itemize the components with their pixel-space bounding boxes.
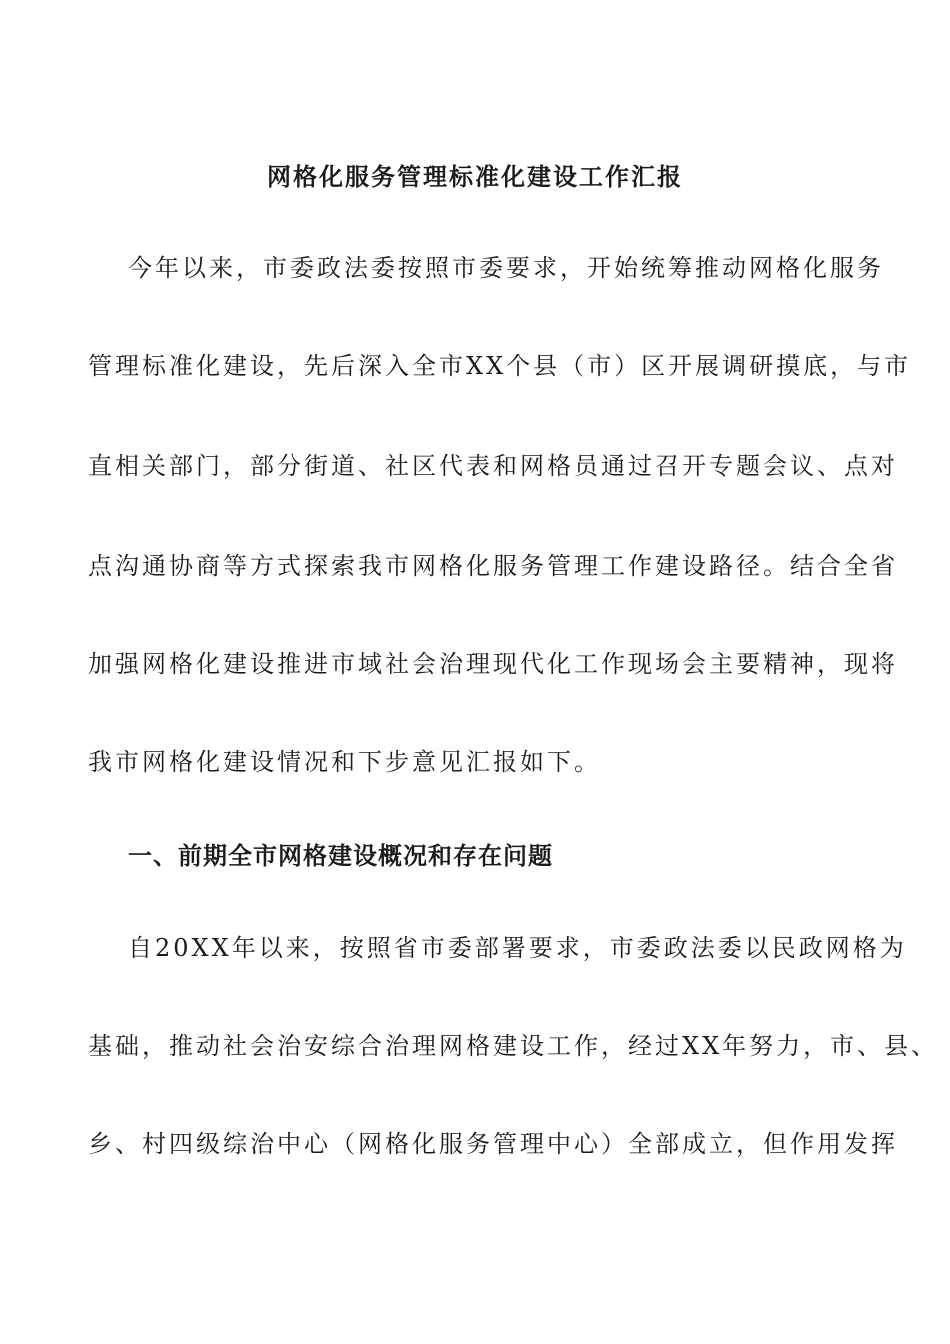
- paragraph-line: 我市网格化建设情况和下步意见汇报如下。: [88, 748, 601, 776]
- paragraph-line: 今年以来，市委政法委按照市委要求，开始统筹推动网格化服务: [128, 254, 884, 282]
- paragraph-line: 自20XX年以来，按照省市委部署要求，市委政法委以民政网格为: [128, 934, 907, 962]
- document-title: 网格化服务管理标准化建设工作汇报: [267, 162, 683, 191]
- paragraph-line: 点沟通协商等方式探索我市网格化服务管理工作建设路径。结合全省: [88, 552, 898, 580]
- paragraph-line: 直相关部门，部分街道、社区代表和网格员通过召开专题会议、点对: [88, 452, 898, 480]
- paragraph-line: 加强网格化建设推进市域社会治理现代化工作现场会主要精神，现将: [88, 650, 898, 678]
- paragraph-line: 基础，推动社会治安综合治理网格建设工作，经过XX年努力，市、县、: [88, 1032, 939, 1060]
- paragraph-line: 管理标准化建设，先后深入全市XX个县（市）区开展调研摸底，与市: [88, 352, 912, 380]
- section-heading: 一、前期全市网格建设概况和存在问题: [128, 841, 553, 870]
- paragraph-line: 乡、村四级综治中心（网格化服务管理中心）全部成立，但作用发挥: [88, 1130, 898, 1158]
